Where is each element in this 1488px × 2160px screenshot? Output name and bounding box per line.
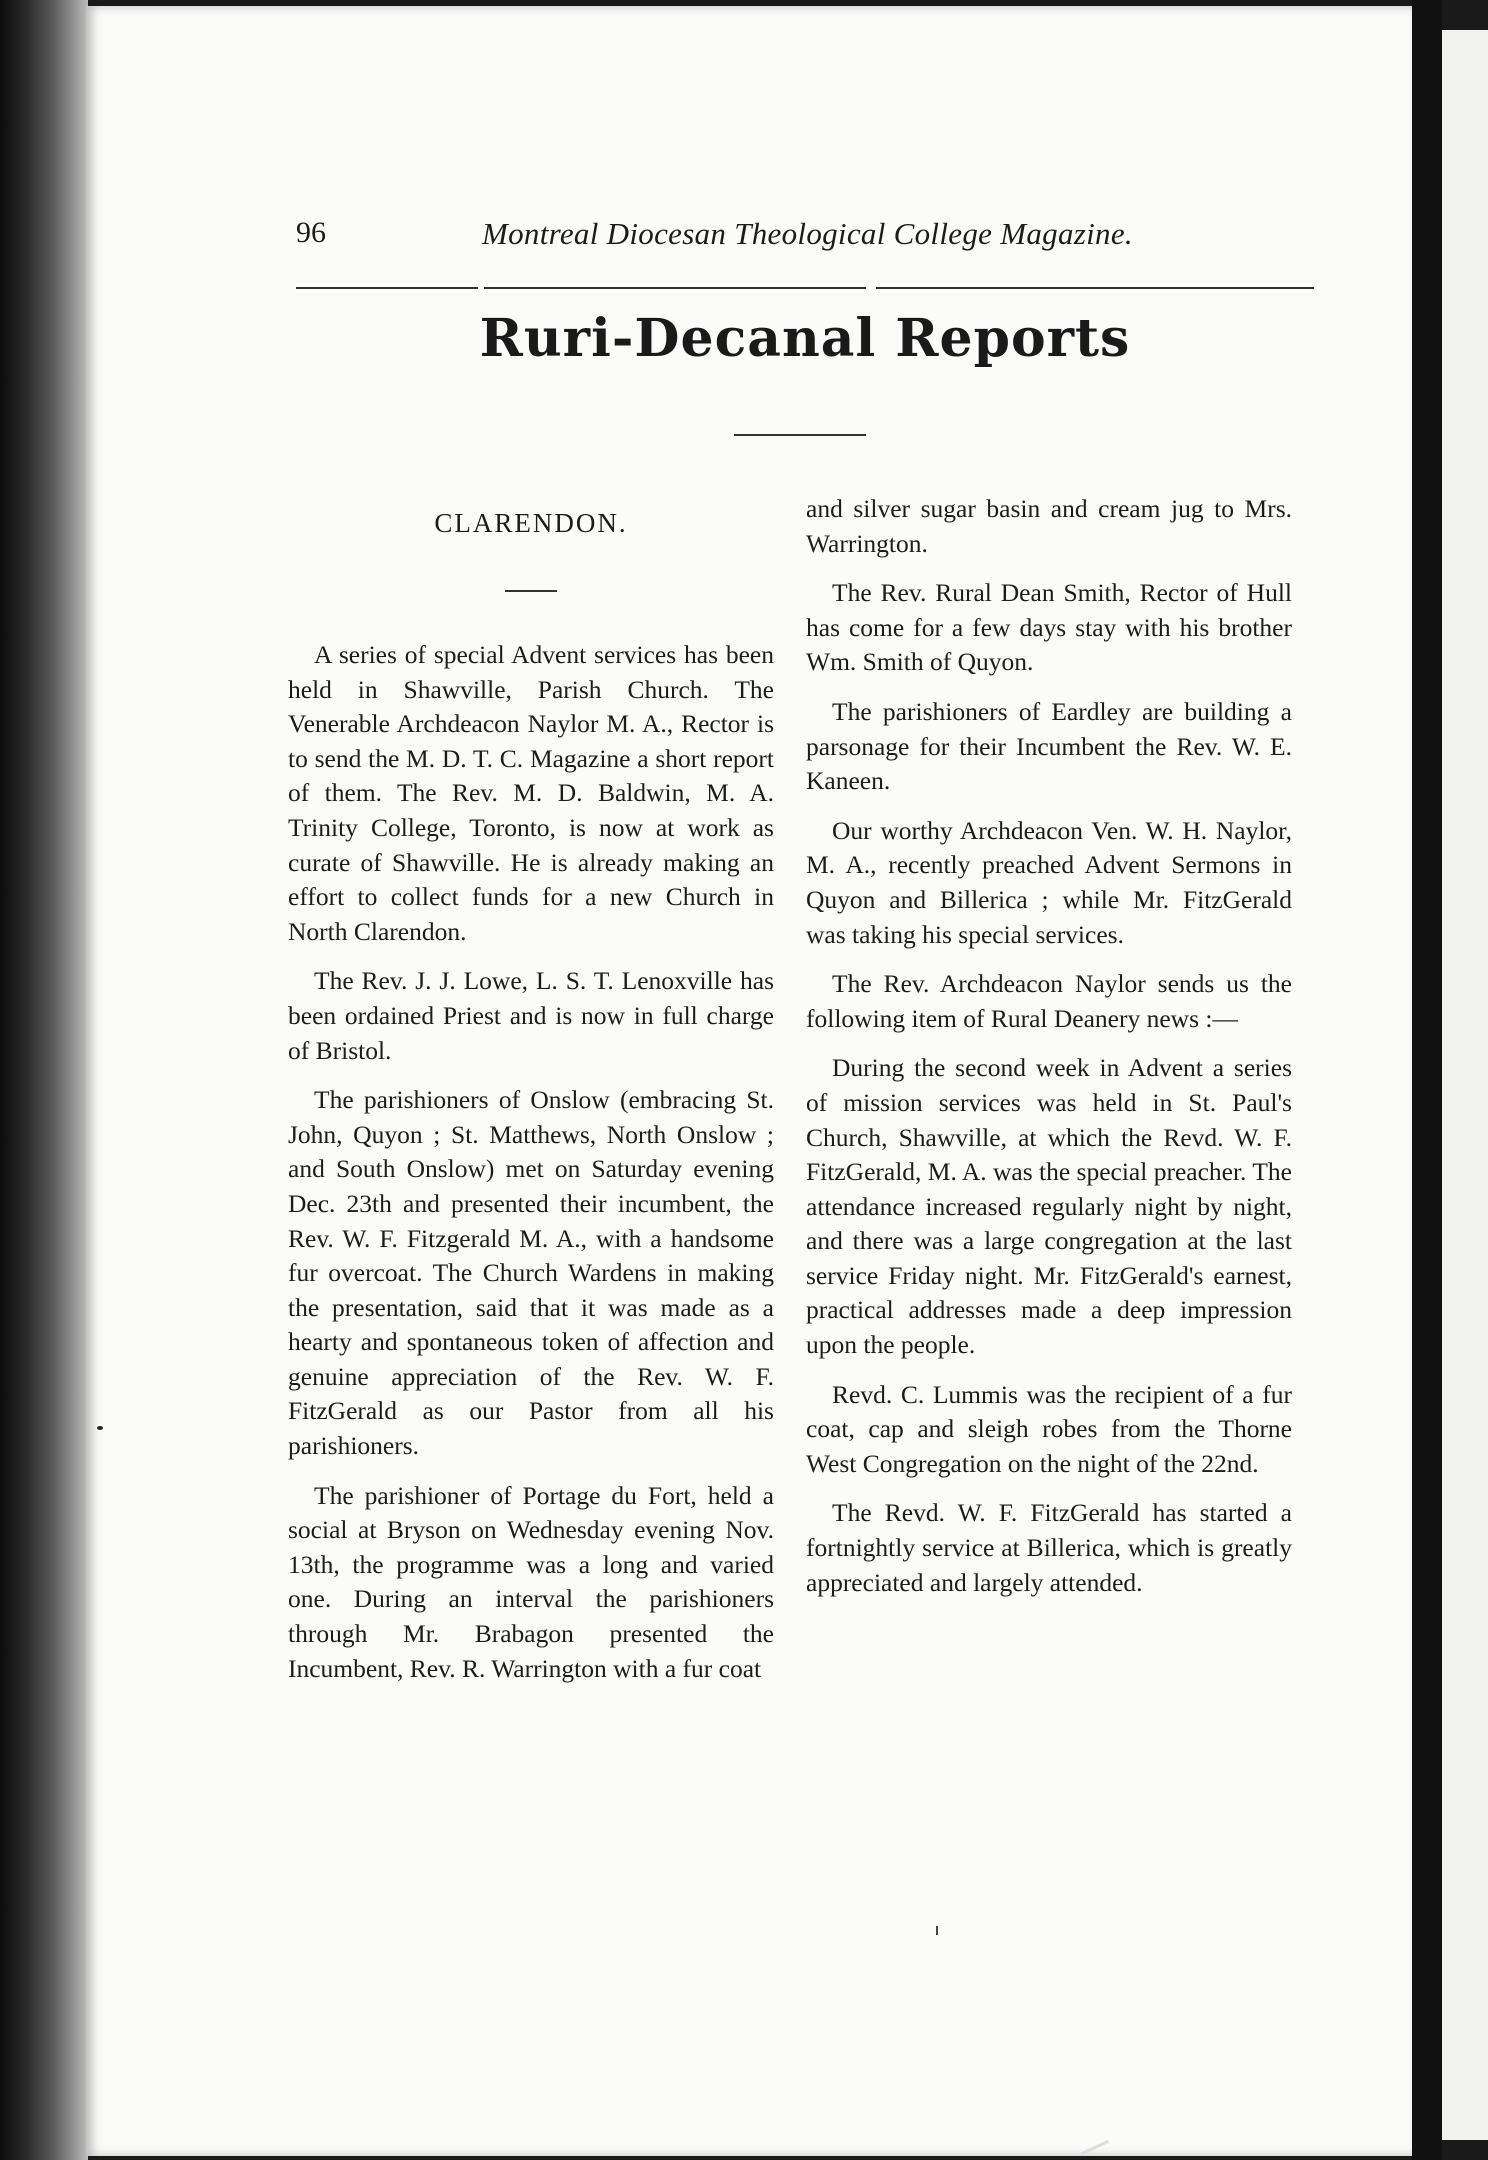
paragraph: Our worthy Archdeacon Ven. W. H. Naylor, M. A., recently preached Advent Sermons in Quyon and Billerica ; while Mr. FitzGerald was taking his special services.: [806, 815, 1292, 949]
paragraph: Revd. C. Lummis was the recipient of a fur coat, cap and sleigh robes from the Thorne West Congregation on the night of the 22nd.: [806, 1379, 1292, 1478]
right-column: [806, 492, 1292, 1615]
page-gutter: [1412, 0, 1442, 2160]
left-column: [288, 494, 774, 1701]
adjacent-page-edge: [1442, 30, 1488, 2140]
paragraph: The parishioners of Onslow (embracing St. John, Quyon ; St. Matthews, North Onslow ; and South Onslow) met on Saturday evening Dec. 23th and presented their incumbent, the Rev. W. F. Fitzgerald M. A., with a handsome fur overcoat. The Church Wardens in making the presentation, said that it was made as a hearty and spontaneous token of affection and genuine appreciation of the Rev. W. F. FitzGerald as our Pastor from all his parishioners.: [288, 1085, 774, 1461]
paragraph: The Revd. W. F. FitzGerald has started a fortnightly service at Billerica, which is greatly appreciated and largely attended.: [806, 1498, 1292, 1597]
paragraph: The parishioners of Eardley are building a parsonage for their Incumbent the Rev. W. E. Kaneen.: [806, 696, 1292, 796]
paragraph: The Rev. Archdeacon Naylor sends us the following item of Rural Deanery news :—: [806, 969, 1292, 1033]
paragraph: The parishioner of Portage du Fort, held a social at Bryson on Wednesday evening Nov. 13th, the programme was a long and varied one. During an interval the parishioners through Mr. Brabagon presented the Incumbent, Rev. R. Warrington with a fur coat: [288, 1480, 774, 1683]
place-heading: CLARENDON.: [434, 508, 628, 538]
page-number: 96: [296, 216, 326, 249]
running-title: Montreal Diocesan Theological College Magazine.: [482, 216, 1133, 251]
heading-rule: [505, 590, 557, 592]
header-rule: [296, 287, 1314, 289]
scan-speck: [936, 1926, 938, 1935]
paragraph: The Rev. Rural Dean Smith, Rector of Hull has come for a few days stay with his brother Wm. Smith of Quyon.: [806, 578, 1292, 677]
title-rule: [734, 434, 866, 436]
paragraph-continued: and silver sugar basin and cream jug to Mrs. Warrington.: [806, 494, 1292, 558]
book-spine-edge: [0, 0, 88, 2160]
scan-speck: [97, 1426, 103, 1430]
paragraph: A series of special Advent services has been held in Shawville, Parish Church. The Venerable Archdeacon Naylor M. A., Rector is to send the M. D. T. C. Magazine a short report of them. The Rev. M. D. Baldwin, M. A. Trinity College, Toronto, is now at work as curate of Shawville. He is already making an effort to collect funds for a new Church in North Clarendon.: [288, 640, 774, 946]
running-header: [296, 208, 1132, 268]
paragraph: During the second week in Advent a series of mission services was held in St. Paul's Church, Shawville, at which the Revd. W. F. FitzGerald, M. A. was the special preacher. The attendance increased regularly night by night, and there was a large congregation at the last service Friday night. Mr. FitzGerald's earnest, practical addresses made a deep impression upon the people.: [806, 1053, 1292, 1360]
paragraph: The Rev. J. J. Lowe, L. S. T. Lenoxville has been ordained Priest and is now in full charge of Bristol.: [288, 966, 774, 1065]
section-title: Ruri-Decanal Reports: [479, 308, 1131, 369]
